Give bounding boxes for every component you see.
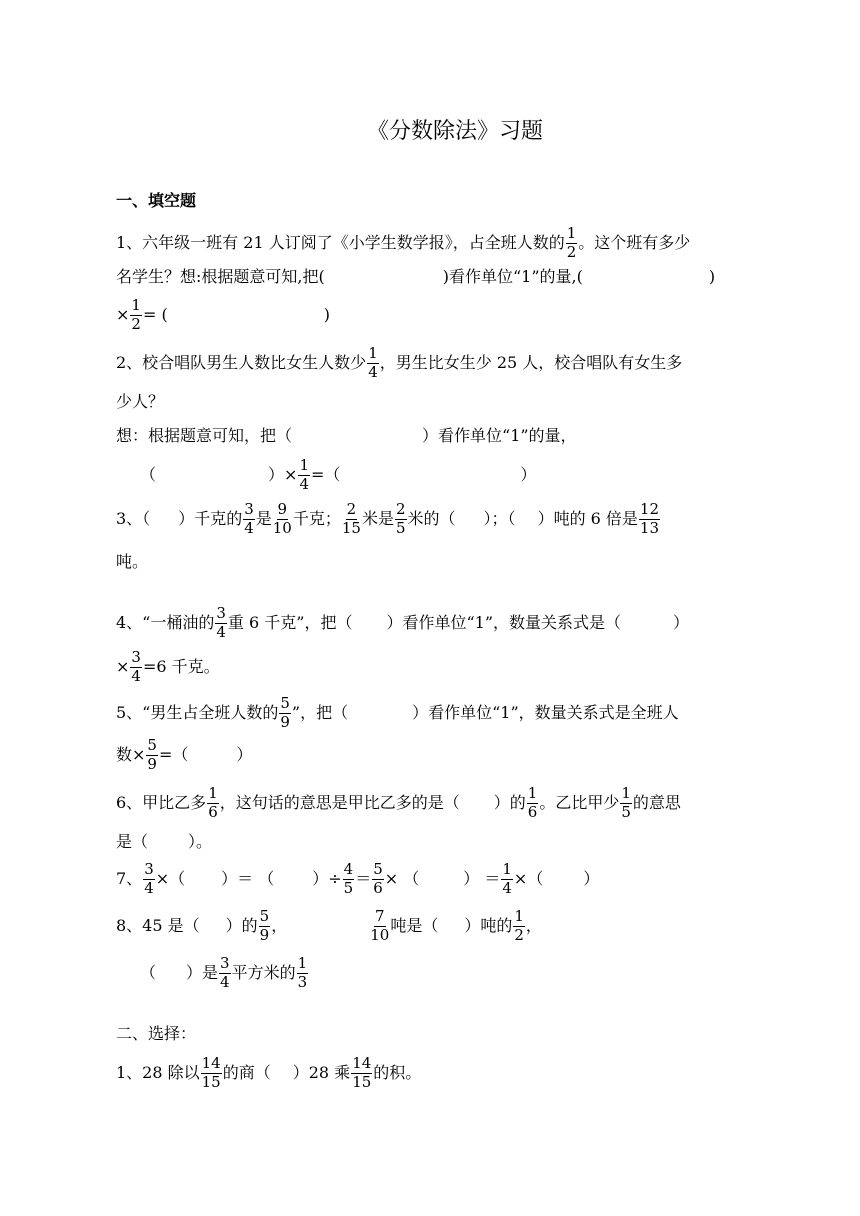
q2-line-4: （ ）× $\frac{1}{4}$ =（ ） [140, 456, 537, 493]
fraction: $\frac{5}{9}$ [147, 736, 157, 773]
q4-line-2: × $\frac{3}{4}$ =6 千克。 [116, 648, 220, 685]
q2-line-3: 想：根据题意可知，把（ ）看作单位“1”的量， [116, 426, 577, 445]
q8-line-1: 8、45 是（ ）的 $\frac{5}{9}$ ， $\frac{7}{10}$ 吨是（ ）吨的 $\frac{1}{2}$ ， [116, 907, 542, 944]
fraction: $\frac{1}{4}$ [368, 344, 378, 381]
fraction: $\frac{3}{4}$ [220, 954, 230, 991]
section-choice-heading: 二、选择： [116, 1024, 197, 1043]
fraction: $\frac{3}{4}$ [144, 860, 154, 897]
fraction: $\frac{1}{2}$ [131, 296, 141, 333]
q8-line-2: （ ）是 $\frac{3}{4}$ 平方米的 $\frac{1}{3}$ [140, 954, 308, 991]
fraction: $\frac{5}{9}$ [280, 694, 290, 731]
q5-line-1: 5、“男生占全班人数的 $\frac{5}{9}$ ”，把（ ）看作单位“1”，数量关系式是全班人 [116, 694, 679, 731]
fraction: $\frac{5}{9}$ [259, 907, 270, 944]
q4-line-1: 4、“一桶油的 $\frac{3}{4}$ 重 6 千克”，把（ ）看作单位“1”，数量关系式是（ ） [116, 604, 690, 641]
fraction: $\frac{4}{5}$ [343, 860, 354, 897]
fraction: $\frac{14}{15}$ [201, 1054, 221, 1091]
fraction: $\frac{1}{2}$ [566, 224, 577, 261]
section-fill-blank-heading: 一、填空题 [116, 191, 197, 210]
q1-line-1: 1、六年级一班有 21 人订阅了《小学生数学报》，占全班人数的 $\frac{1}{2}$ 。这个班有多少 [116, 224, 691, 261]
fraction: $\frac{1}{3}$ [297, 954, 308, 991]
fraction: $\frac{1}{6}$ [208, 784, 218, 821]
fraction: $\frac{1}{6}$ [527, 784, 538, 821]
q6-line-2: 是（ ）。 [116, 832, 213, 851]
q3-line-1: 3、（ ）千克的 $\frac{3}{4}$ 是 $\frac{9}{10}$ 千克； $\frac{2}{15}$ 米是 $\frac{2}{5}$ 米的（ ）；（ ）吨的 6 倍是 $\frac{12}{13}$ [116, 500, 660, 537]
q1-line-2: 名学生？想:根据题意可知,把( )看作单位“1”的量,( ) [116, 267, 716, 286]
fraction: $\frac{1}{5}$ [621, 784, 631, 821]
fraction: $\frac{5}{6}$ [373, 860, 383, 897]
fraction: $\frac{2}{5}$ [395, 500, 406, 537]
fraction: $\frac{2}{15}$ [341, 500, 361, 537]
page-title: 《分数除法》习题 [366, 119, 543, 144]
q2-line-2: 少人？ [116, 392, 165, 411]
choice-q1-line: 1、28 除以 $\frac{14}{15}$ 的商（ ）28 乘 $\frac{14}{15}$ 的积。 [116, 1054, 422, 1091]
q1-line-3: × $\frac{1}{2}$ = ( ) [116, 296, 330, 333]
fraction: $\frac{3}{4}$ [244, 500, 254, 537]
q7-line: 7、 $\frac{3}{4}$ ×（ ）＝ （ ）÷ $\frac{4}{5}$ ＝ $\frac{5}{6}$ × （ ） ＝ $\frac{1}{4}$ ×（ ） [116, 860, 600, 897]
fraction: $\frac{12}{13}$ [639, 500, 660, 537]
q6-line-1: 6、甲比乙多 $\frac{1}{6}$ ，这句话的意思是甲比乙多的是（ ）的 $\frac{1}{6}$ 。乙比甲少 $\frac{1}{5}$ 的意思 [116, 784, 681, 821]
fraction: $\frac{14}{15}$ [352, 1054, 372, 1091]
q3-line-2: 吨。 [116, 552, 149, 571]
q2-line-1: 2、校合唱队男生人数比女生人数少 $\frac{1}{4}$ ，男生比女生少 25 人，校合唱队有女生多 [116, 344, 683, 381]
fraction: $\frac{1}{2}$ [514, 907, 524, 944]
fraction: $\frac{3}{4}$ [216, 604, 226, 641]
fraction: $\frac{7}{10}$ [370, 907, 390, 944]
fraction: $\frac{9}{10}$ [272, 500, 292, 537]
q5-line-2: 数× $\frac{5}{9}$ =（ ） [116, 736, 253, 773]
fraction: $\frac{1}{4}$ [299, 456, 309, 493]
fraction: $\frac{1}{4}$ [502, 860, 512, 897]
fraction: $\frac{3}{4}$ [131, 648, 141, 685]
